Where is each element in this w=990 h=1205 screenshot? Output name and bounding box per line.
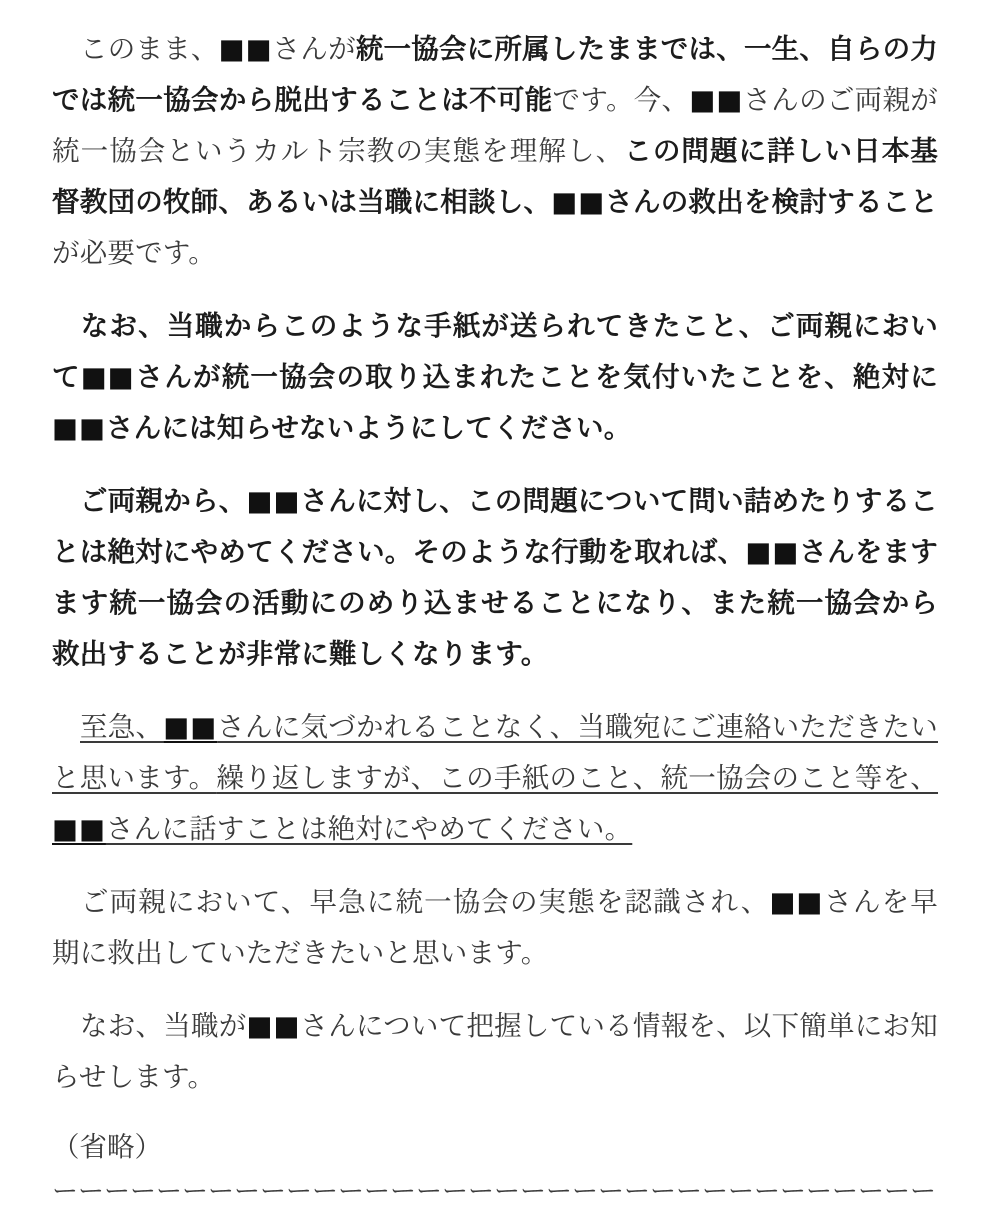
- paragraph-5: [52, 877, 938, 979]
- text-run: さんが統一協会の取り込まれたことを気付いたことを、絶対に: [134, 361, 938, 393]
- text-run: さんに気づかれることなく、当職宛にご連絡いただきたいと思います。: [52, 711, 938, 794]
- paragraph-indent: [52, 1001, 80, 1052]
- redaction-mask: ■■: [551, 186, 606, 218]
- text-run: さんを早期に救出していただきたいと思います。: [52, 886, 938, 969]
- redaction-mask: ■■: [80, 361, 135, 393]
- text-run: なお、当職からこのような手紙が送られてきたこと、ご両親において: [52, 310, 938, 393]
- text-run: さんに対し、この問題について問い詰めたりすることは絶対にやめてください。そのような行動を取れば、: [52, 485, 938, 568]
- text-run: さんの救出を検討すること: [605, 186, 938, 218]
- text-run: ご両親において、早急に統一協会の実態を認識され、: [80, 886, 770, 918]
- text-run: 統一協会に所属したままでは、一生、自らの力では統一協会から脱出することは不可能: [52, 33, 939, 116]
- text-run: この問題に詳しい日本基督教団の牧師、あるいは当職に相談し、: [52, 135, 939, 218]
- redaction-mask: ■■: [246, 485, 301, 517]
- text-run: 繰り返しますが、この手紙のこと、統一協会のこと等を、: [216, 762, 939, 794]
- redaction-mask: ■■: [769, 886, 824, 918]
- text-run: さんに話すことは絶対にやめてください。: [105, 813, 633, 845]
- text-run: さんをますます統一協会の活動にのめり込ませることになり、また統一協会から救出することが非常に難しくなります。: [52, 536, 938, 670]
- redaction-mask: ■■: [218, 33, 273, 65]
- text-run: このまま、: [80, 33, 219, 65]
- paragraph-indent: [52, 301, 80, 352]
- redaction-mask: ■■: [52, 813, 106, 845]
- paragraph-1: [52, 24, 938, 279]
- text-run: さんには知らせないようにしてください。: [105, 412, 632, 444]
- redaction-mask: ■■: [745, 536, 800, 568]
- text-run: です。今、: [552, 84, 690, 116]
- paragraph-2: [52, 301, 938, 454]
- text-run: さんが: [272, 33, 356, 65]
- omitted-note: （省略）: [52, 1131, 162, 1163]
- text-run: さんのご両親が統一協会というカルト宗教の実態を理解し、: [52, 84, 938, 167]
- paragraph-3: [52, 476, 938, 680]
- paragraph-indent: [52, 24, 80, 75]
- redaction-mask: ■■: [163, 711, 218, 743]
- paragraph-6: [52, 1001, 938, 1103]
- text-run: さんについて把握している情報を、以下簡単にお知らせします。: [52, 1010, 938, 1093]
- redaction-mask: ■■: [689, 84, 744, 116]
- redaction-mask: ■■: [52, 412, 106, 444]
- text-run: 至急、: [80, 711, 164, 743]
- paragraph-indent: [52, 877, 80, 928]
- text-run: ご両親から、: [80, 485, 247, 517]
- text-run: なお、当職が: [80, 1010, 247, 1042]
- paragraph-indent: [52, 702, 80, 753]
- redaction-mask: ■■: [246, 1010, 301, 1042]
- horizontal-rule: ーーーーーーーーーーーーーーーーーーーーーーーーーーーーーーーーーー: [52, 1179, 937, 1205]
- text-run: が必要です。: [52, 237, 216, 269]
- paragraph-4: [52, 702, 938, 855]
- paragraph-indent: [52, 476, 80, 527]
